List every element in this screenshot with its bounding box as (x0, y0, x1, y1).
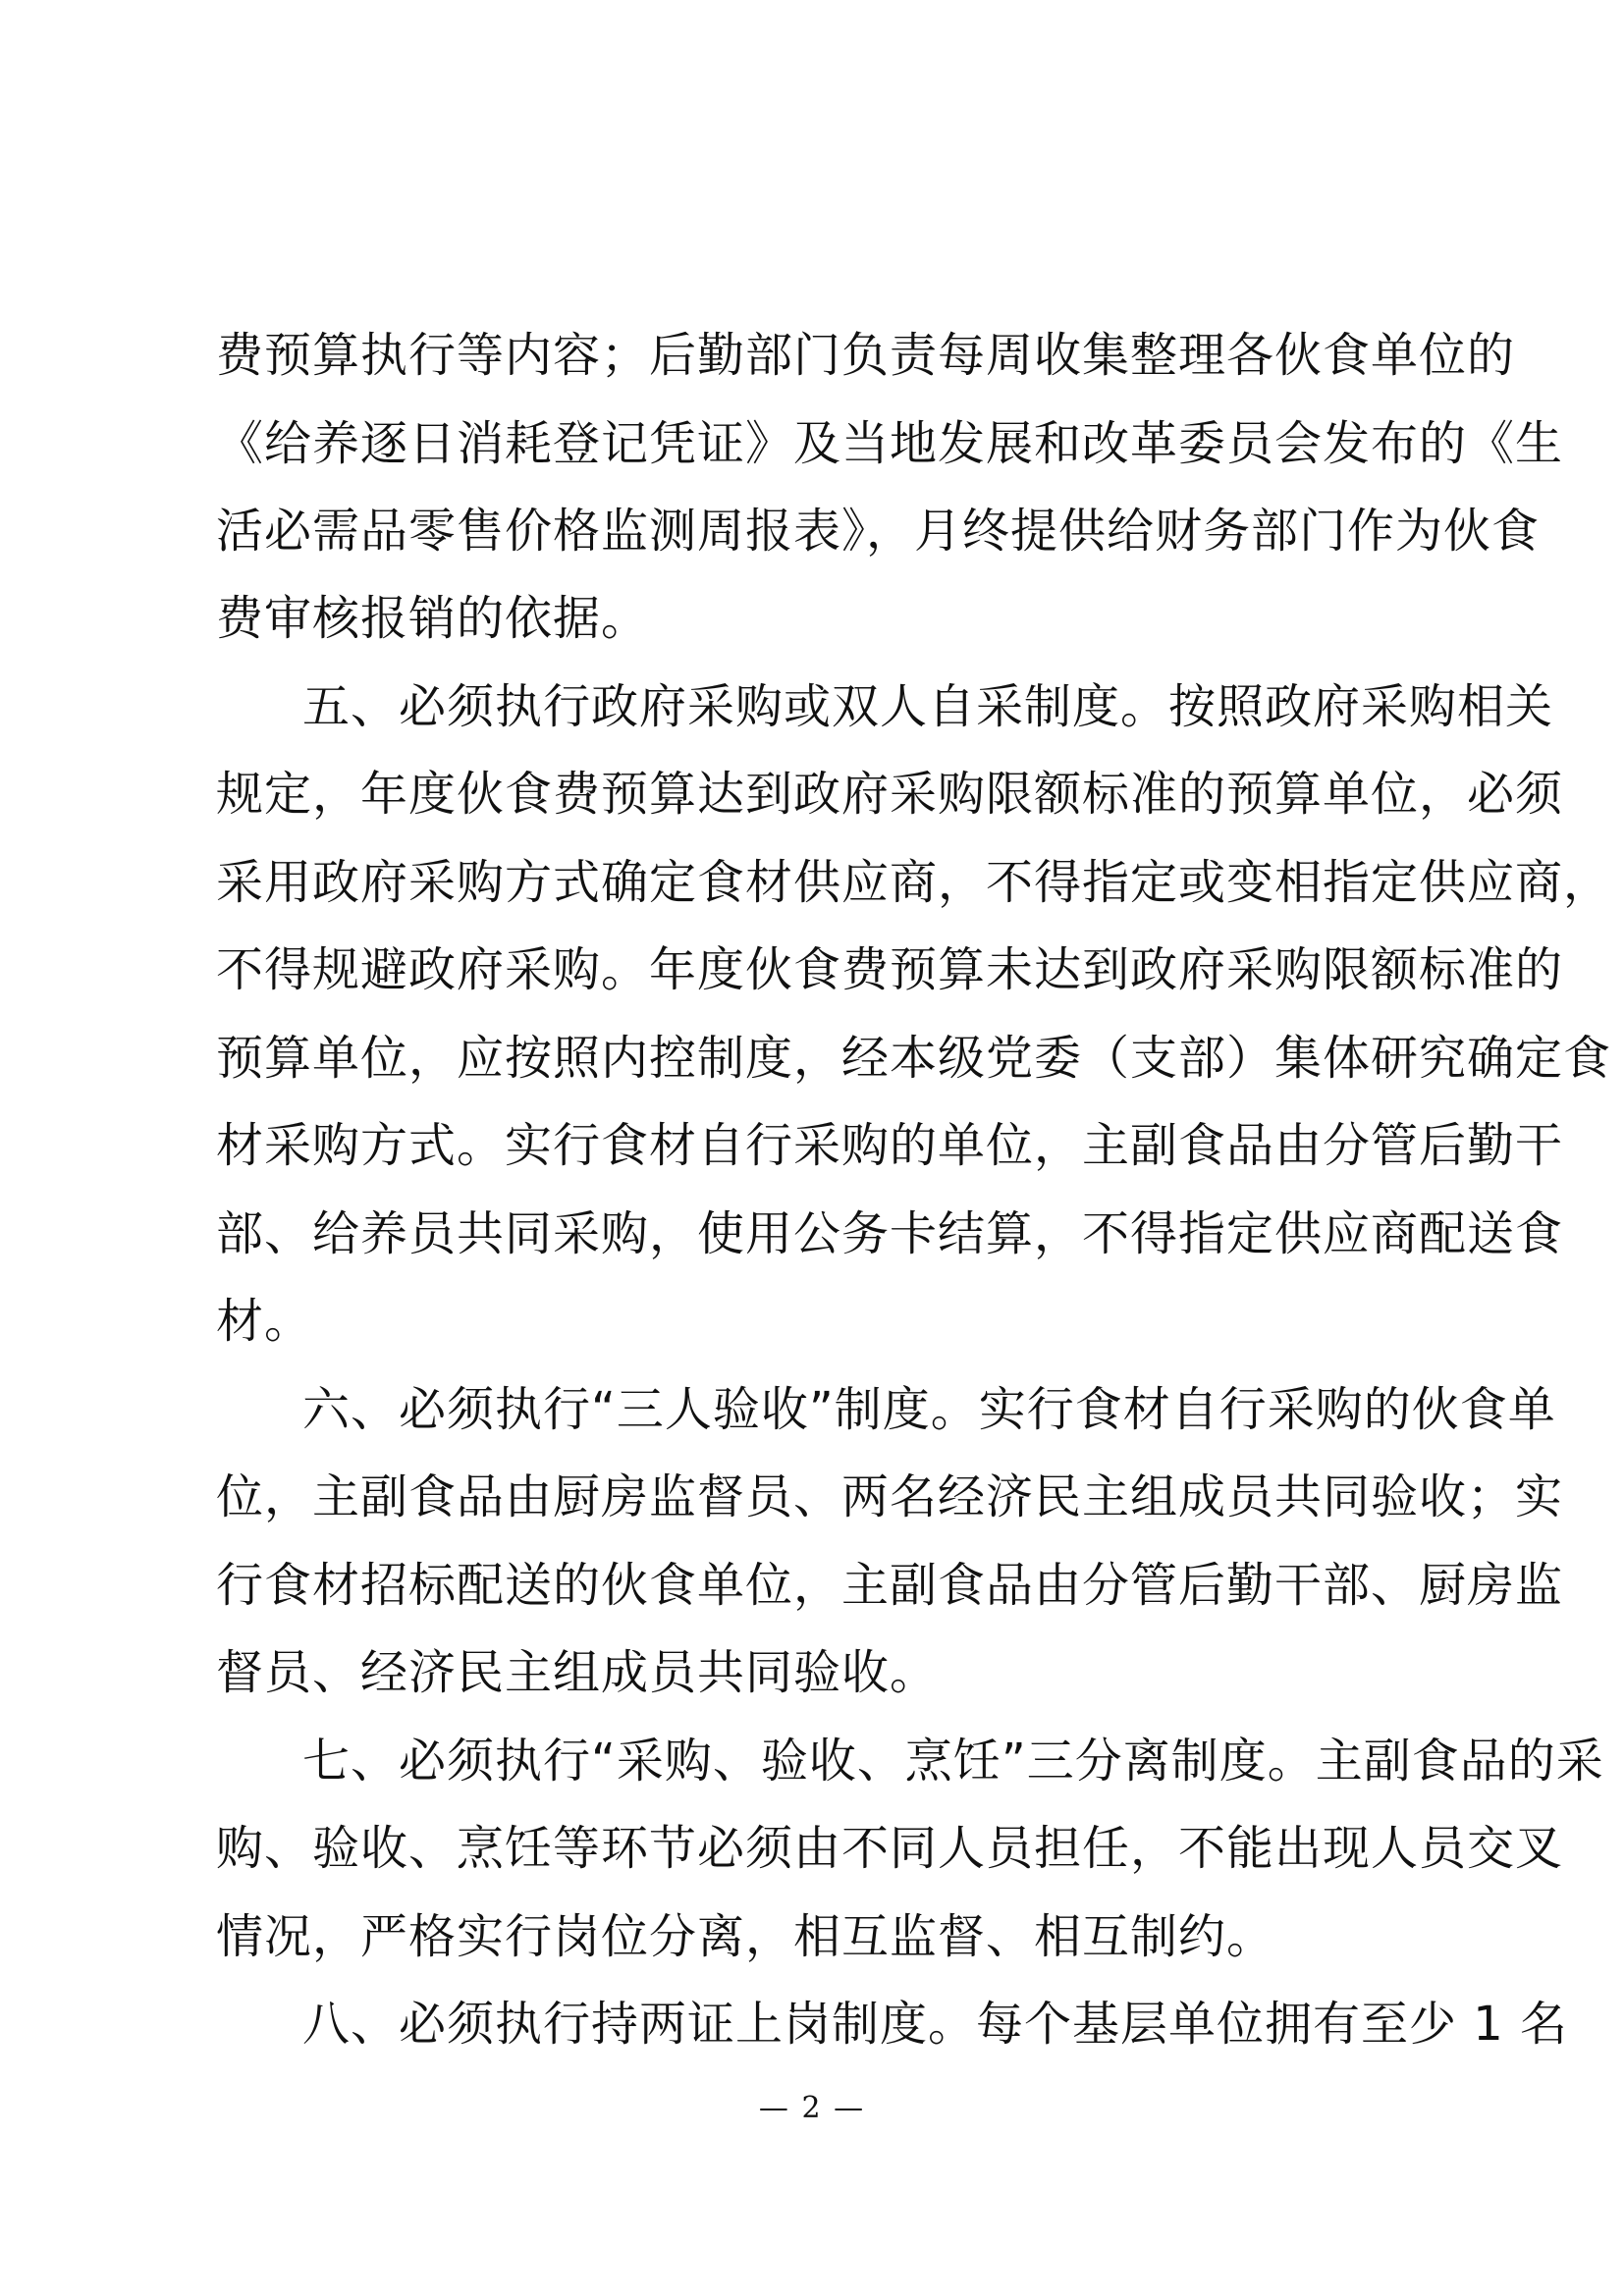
text-line: 《给养逐日消耗登记凭证》及当地发展和改革委员会发布的《生 (216, 416, 1564, 471)
text-line: 采用政府采购方式确定食材供应商，不得指定或变相指定供应商， (216, 855, 1612, 910)
paragraph-seven-start: 七、必须执行“采购、验收、烹饪”三分离制度。主副食品的采 (302, 1734, 1604, 1789)
text-line: 费审核报销的依据。 (216, 591, 650, 646)
text-line: 预算单位，应按照内控制度，经本级党委（支部）集体研究确定食 (216, 1031, 1612, 1086)
paragraph-five-start: 五、必须执行政府采购或双人自采制度。按照政府采购相关 (302, 679, 1554, 734)
text-line: 行食材招标配送的伙食单位，主副食品由分管后勤干部、厨房监 (216, 1558, 1564, 1613)
text-line: 督员、经济民主组成员共同验收。 (216, 1645, 939, 1700)
text-line: 不得规避政府采购。年度伙食费预算未达到政府采购限额标准的 (216, 942, 1564, 997)
paragraph-six-start: 六、必须执行“三人验收”制度。实行食材自行采购的伙食单 (302, 1382, 1556, 1437)
text-line: 购、验收、烹饪等环节必须由不同人员担任，不能出现人员交叉 (216, 1821, 1564, 1876)
text-line: 活必需品零售价格监测周报表》，月终提供给财务部门作为伙食 (216, 504, 1541, 559)
text-line: 位，主副食品由厨房监督员、两名经济民主组成员共同验收；实 (216, 1469, 1564, 1524)
text-line: 材采购方式。实行食材自行采购的单位，主副食品由分管后勤干 (216, 1118, 1564, 1173)
text-line: 材。 (216, 1294, 313, 1349)
page-number: — 2 — (758, 2091, 866, 2125)
text-line: 费预算执行等内容；后勤部门负责每周收集整理各伙食单位的 (216, 328, 1516, 383)
text-line: 部、给养员共同采购，使用公务卡结算，不得指定供应商配送食 (216, 1206, 1564, 1261)
paragraph-eight-start: 八、必须执行持两证上岗制度。每个基层单位拥有至少 1 名 (302, 1997, 1569, 2052)
text-line: 规定，年度伙食费预算达到政府采购限额标准的预算单位，必须 (216, 767, 1564, 822)
text-line: 情况，严格实行岗位分离，相互监督、相互制约。 (216, 1909, 1275, 1964)
